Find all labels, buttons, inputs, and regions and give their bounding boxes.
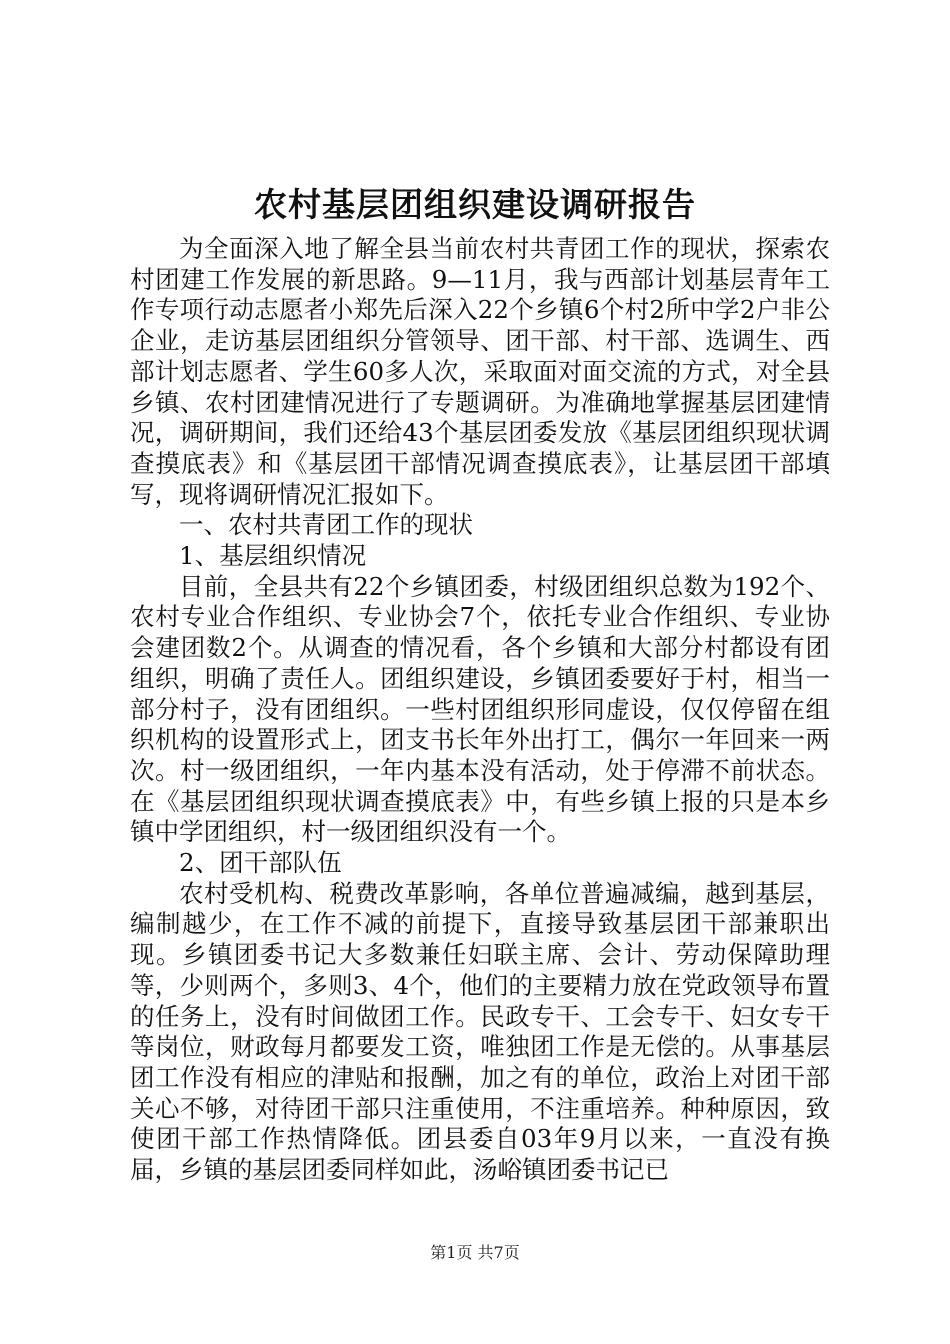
document-body <box>130 234 830 1186</box>
intro-paragraph: 为全面深入地了解全县当前农村共青团工作的现状，探索农村团建工作发展的新思路。9—11月，我与西部计划基层青年工作专项行动志愿者小郑先后深入22个乡镇6个村2所中学2户非公企业，走访基层团组织分管领导、团干部、村干部、选调生、西部计划志愿者、学生60多人次，采取面对面交流的方式，对全县乡镇、农村团建情况进行了专题调研。为准确地掌握基层团建情况，调研期间，我们还给43个基层团委发放《基层团组织现状调查摸底表》和《基层团干部情况调查摸底表》，让基层团干部填写，现将调研情况汇报如下。 <box>130 234 830 509</box>
section-heading-current-status: 一、农村共青团工作的现状 <box>179 510 473 540</box>
subheading-grassroots-organization: 1、基层组织情况 <box>179 541 367 571</box>
grassroots-organization-paragraph: 目前，全县共有22个乡镇团委，村级团组织总数为192个、农村专业合作组织、专业协会7个，依托专业合作组织、专业协会建团数2个。从调查的情况看，各个乡镇和大部分村都设有团组织，明确了责任人。团组织建设，乡镇团委要好于村，相当一部分村子，没有团组织。一些村团组织形同虚设，仅仅停留在组织机构的设置形式上，团支书长年外出打工，偶尔一年回来一两次。村一级团组织，一年内基本没有活动，处于停滞不前状态。在《基层团组织现状调查摸底表》中，有些乡镇上报的只是本乡镇中学团组织，村一级团组织没有一个。 <box>130 571 830 847</box>
document-title: 农村基层团组织建设调研报告 <box>254 185 696 224</box>
page-number-footer: 第1页 共7页 <box>430 1243 520 1262</box>
league-cadres-paragraph: 农村受机构、税费改革影响，各单位普遍减编，越到基层，编制越少，在工作不减的前提下，直接导致基层团干部兼职出现。乡镇团委书记大多数兼任妇联主席、会计、劳动保障助理等，少则两个，多则3、4个，他们的主要精力放在党政领导布置的任务上，没有时间做团工作。民政专干、工会专干、妇女专干等岗位，财政每月都要发工资，唯独团工作是无偿的。从事基层团工作没有相应的津贴和报酬，加之有的单位，政治上对团干部关心不够，对待团干部只注重使用，不注重培养。种种原因，致使团干部工作热情降低。团县委自03年9月以来，一直没有换届，乡镇的基层团委同样如此，汤峪镇团委书记已 <box>130 878 830 1185</box>
subheading-league-cadres: 2、团干部队伍 <box>179 848 342 878</box>
